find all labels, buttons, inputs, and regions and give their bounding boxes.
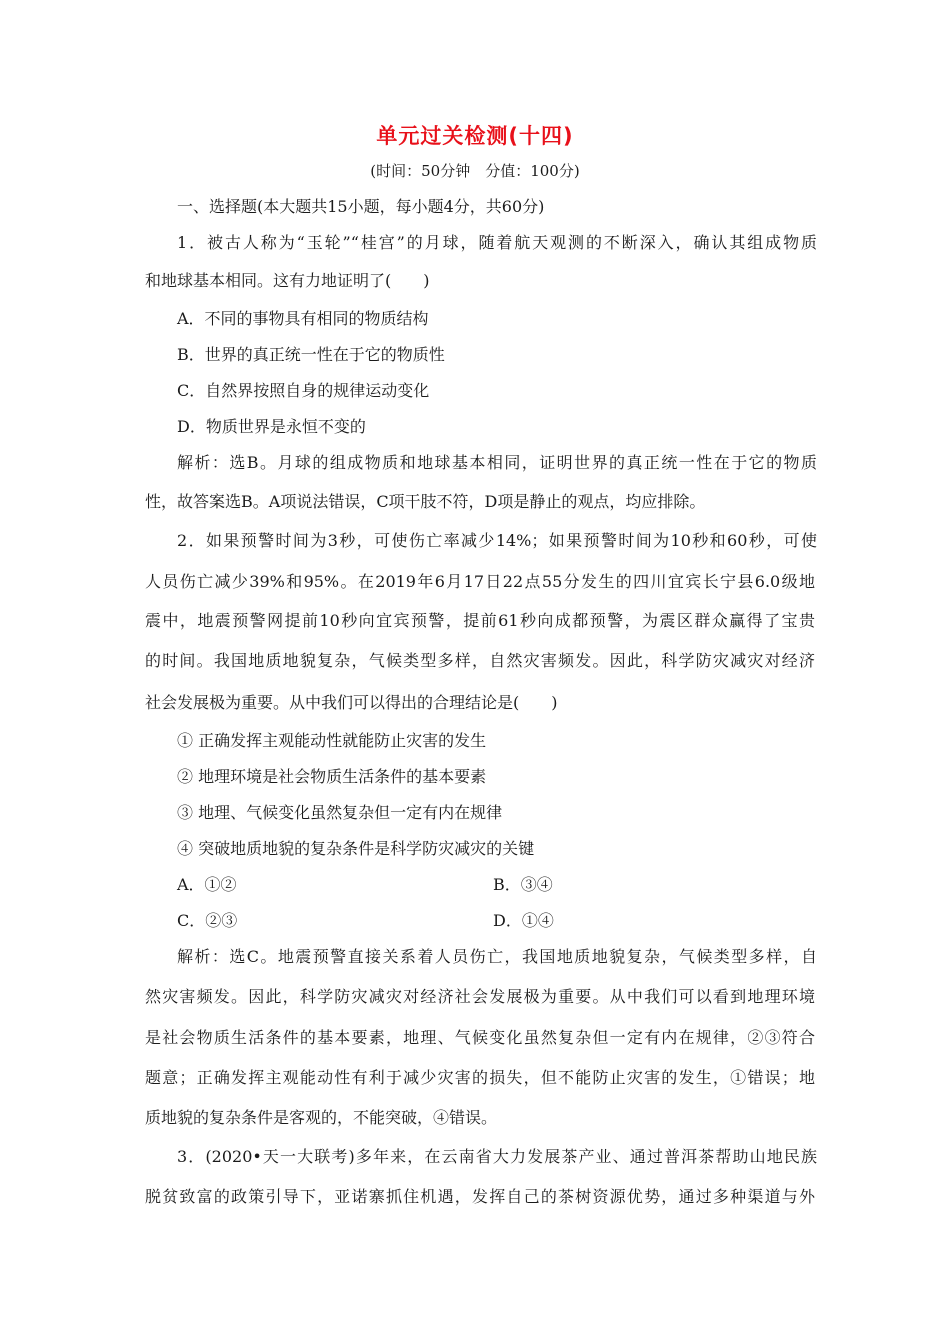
- q1-analysis-line: 解析：选B。月球的组成物质和地球基本相同，证明世界的真正统一性在于它的物质: [177, 453, 817, 472]
- q1-option-c: C．自然界按照自身的规律运动变化: [177, 381, 430, 400]
- q2-analysis-line: 是社会物质生活条件的基本要素，地理、气候变化虽然复杂但一定有内在规律，②③符合: [145, 1028, 815, 1047]
- q2-option-a: A．①②: [177, 875, 237, 894]
- q3-stem-line: 脱贫致富的政策引导下，亚诺寨抓住机遇，发挥自己的茶树资源优势，通过多种渠道与外: [145, 1187, 815, 1206]
- section-heading: 一、选择题(本大题共15小题，每小题4分，共60分): [177, 197, 545, 216]
- q2-option-b: B．③④: [493, 875, 553, 894]
- q2-analysis-line: 题意；正确发挥主观能动性有利于减少灾害的损失，但不能防止灾害的发生，①错误；地: [145, 1068, 815, 1087]
- q2-stem-line: 震中，地震预警网提前10秒向宜宾预警，提前61秒向成都预警，为震区群众赢得了宝贵: [145, 611, 815, 630]
- q2-analysis-line: 然灾害频发。因此，科学防灾减灾对经济社会发展极为重要。从中我们可以看到地理环境: [145, 987, 815, 1006]
- q2-stem-line: 社会发展极为重要。从中我们可以得出的合理结论是( ): [145, 693, 558, 712]
- q3-stem-line: 3．(2020•天一大联考)多年来，在云南省大力发展茶产业、通过普洱茶帮助山地民族: [177, 1147, 817, 1166]
- q2-analysis-line: 质地貌的复杂条件是客观的，不能突破，④错误。: [145, 1108, 498, 1127]
- q2-analysis-line: 解析：选C。地震预警直接关系着人员伤亡，我国地质地貌复杂，气候类型多样，自: [177, 947, 817, 966]
- q2-statement-2: ② 地理环境是社会物质生活条件的基本要素: [177, 767, 487, 786]
- q1-stem-line: 和地球基本相同。这有力地证明了( ): [145, 271, 430, 290]
- q2-option-d: D．①④: [493, 911, 554, 930]
- q1-option-d: D．物质世界是永恒不变的: [177, 417, 366, 436]
- q2-statement-3: ③ 地理、气候变化虽然复杂但一定有内在规律: [177, 803, 503, 822]
- q2-statement-4: ④ 突破地质地貌的复杂条件是科学防灾减灾的关键: [177, 839, 535, 858]
- q1-option-a: A．不同的事物具有相同的物质结构: [177, 309, 429, 328]
- q2-stem-line: 2．如果预警时间为3秒，可使伤亡率减少14%；如果预警时间为10秒和60秒，可使: [177, 531, 817, 550]
- q2-stem-line: 人员伤亡减少39%和95%。在2019年6月17日22点55分发生的四川宜宾长宁县6.0级地: [145, 572, 815, 591]
- q1-option-b: B．世界的真正统一性在于它的物质性: [177, 345, 445, 364]
- q1-analysis-line: 性，故答案选B。A项说法错误，C项干肢不符，D项是静止的观点，均应排除。: [145, 492, 706, 511]
- q2-stem-line: 的时间。我国地质地貌复杂，气候类型多样，自然灾害频发。因此，科学防灾减灾对经济: [145, 651, 815, 670]
- q1-stem-line: 1．被古人称为“玉轮”“桂宫”的月球，随着航天观测的不断深入，确认其组成物质: [177, 233, 817, 252]
- exam-info: (时间：50分钟 分值：100分): [370, 162, 580, 180]
- q2-option-c: C．②③: [177, 911, 238, 930]
- page-title: 单元过关检测(十四): [376, 124, 574, 148]
- q2-statement-1: ① 正确发挥主观能动性就能防止灾害的发生: [177, 731, 487, 750]
